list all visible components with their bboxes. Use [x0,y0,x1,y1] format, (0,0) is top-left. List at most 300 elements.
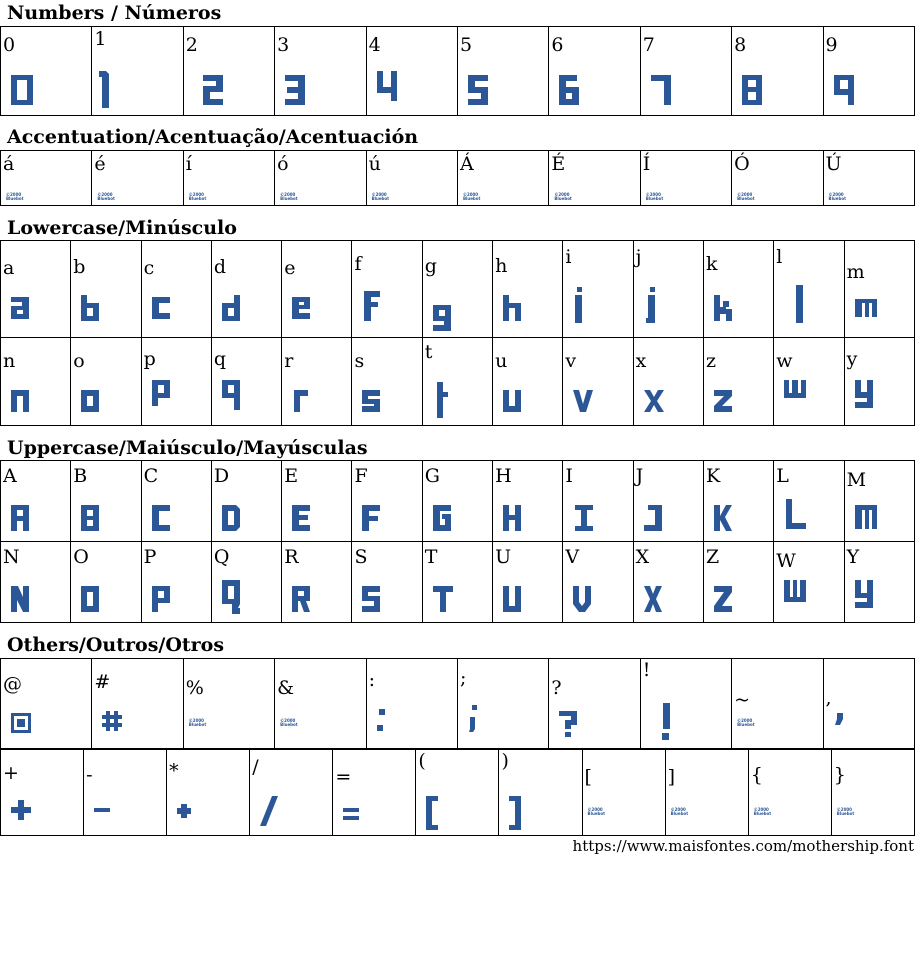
glyph-label: J [635,465,644,487]
glyph-sample-icon [81,501,121,542]
glyph-shape [292,586,310,612]
glyph-cell [1,338,71,426]
glyph-sample-icon [433,301,473,338]
glyph-cell [457,27,548,116]
glyph-label: I [565,465,573,487]
glyph-label: S [354,546,368,568]
glyph-shape [377,709,385,731]
glyph-cell [703,241,773,338]
glyph-cell [352,461,422,542]
glyph-sample-icon [152,501,192,542]
glyph-sample-icon [292,293,332,337]
glyph-shape [644,390,664,412]
glyph-placeholder [189,193,207,201]
glyph-label: G [424,465,440,487]
lowercase-row-2 [1,338,915,426]
glyph-sample-icon [11,75,51,116]
glyph-cell [844,542,914,623]
section-title-numbers: Numbers / Números [7,2,222,24]
glyph-cell [703,461,773,542]
glyph-label: s [354,350,365,372]
glyph-shape [11,390,29,412]
glyph-placeholder [829,193,847,201]
placeholder-top: ©2000 [828,192,844,197]
glyph-shape [784,380,806,398]
glyph-label: X [635,546,650,568]
glyph-sample-icon [784,499,824,542]
glyph-sample-icon [559,75,599,116]
glyph-sample-icon [102,711,142,749]
glyph-label: = [335,766,352,788]
glyph-cell [563,461,633,542]
glyph-sample-icon [81,295,121,338]
glyph-cell [774,461,844,542]
placeholder-top: ©2000 [280,718,296,723]
glyph-cell [549,151,640,206]
glyph-cell [282,542,352,623]
glyph-shape [362,586,380,612]
glyph-cell [633,461,703,542]
glyph-sample-icon [792,285,832,329]
glyph-cell [774,338,844,426]
glyph-cell [1,542,71,623]
glyph-sample-icon [503,295,543,338]
glyph-shape [644,505,662,531]
glyph-shape [222,295,240,321]
glyph-cell [493,461,563,542]
glyph-shape [714,586,732,612]
glyph-shape [426,796,438,830]
glyph-placeholder [837,808,855,816]
glyph-cell [774,542,844,623]
glyph-sample-icon [362,501,402,542]
glyph-shape [377,71,397,101]
glyph-sample-icon [644,287,684,331]
glyph-label: h [495,255,508,277]
glyph-label: É [551,153,566,175]
glyph-label: M [846,469,867,491]
glyph-placeholder [463,193,481,201]
glyph-label: 3 [277,34,290,56]
glyph-cell [422,542,492,623]
glyph-label: P [143,546,157,568]
glyph-label: @ [3,673,22,695]
glyph-placeholder [737,719,755,727]
glyph-label: w [776,350,793,372]
glyph-placeholder [280,719,298,727]
glyph-label: k [705,253,718,275]
glyph-sample-icon [222,501,262,542]
glyph-cell [823,27,914,116]
glyph-placeholder [6,193,24,201]
glyph-label: a [3,257,15,279]
glyph-cell [549,27,640,116]
glyph-sample-icon [714,386,754,426]
glyph-placeholder [646,193,664,201]
glyph-shape [575,505,593,531]
glyph-cell [71,461,141,542]
glyph-cell [640,659,731,749]
glyph-placeholder [280,193,298,201]
glyph-sample-icon [222,380,262,424]
lowercase-row-1 [1,241,915,338]
glyph-shape [468,75,488,105]
glyph-cell [71,338,141,426]
glyph-sample-icon [177,804,217,836]
glyph-shape [11,505,29,531]
placeholder-top: ©2000 [737,192,753,197]
placeholder-top: ©2000 [554,192,570,197]
glyph-shape [433,505,451,531]
glyph-shape [285,75,305,105]
glyph-shape [662,703,670,740]
glyph-cell [250,750,333,836]
glyph-label: ( [418,750,426,772]
glyph-cell [211,241,281,338]
glyph-shape [81,390,99,412]
glyph-sample-icon [644,386,684,426]
glyph-shape [81,505,99,531]
glyph-cell [352,241,422,338]
glyph-shape [222,505,240,531]
glyph-label: B [73,465,88,487]
glyph-label: - [86,764,93,786]
glyph-cell [563,338,633,426]
glyph-sample-icon [377,71,417,115]
glyph-cell [141,338,211,426]
glyph-shape [11,75,33,105]
glyph-label: Y [846,546,860,568]
glyph-shape [559,75,579,105]
glyph-shape [94,808,110,812]
placeholder-bottom: Bluebot [97,196,115,201]
glyph-label: ] [667,766,676,788]
glyph-sample-icon [11,713,51,749]
placeholder-bottom: Bluebot [836,811,855,816]
glyph-shape [11,713,31,733]
glyph-label: á [3,153,15,175]
glyph-shape [152,380,170,406]
glyph-shape [509,796,521,830]
glyph-label: ? [551,677,562,699]
glyph-label: : [368,669,375,691]
glyph-label: Á [459,153,474,175]
glyph-shape [503,390,521,412]
uppercase-row-2 [1,542,915,623]
glyph-cell [703,542,773,623]
glyph-shape [575,287,582,323]
glyph-sample-icon [152,380,192,424]
placeholder-top: ©2000 [371,192,387,197]
glyph-shape [81,586,99,612]
glyph-sample-icon [81,582,121,623]
glyph-label: # [94,671,111,693]
glyph-label: 6 [551,34,564,56]
glyph-sample-icon [94,808,134,836]
glyph-label: 5 [459,34,473,56]
glyph-cell [633,241,703,338]
glyph-placeholder [671,808,689,816]
glyph-label: ! [642,659,651,681]
glyph-shape [343,808,359,820]
glyph-sample-icon [559,711,599,749]
glyph-cell [71,241,141,338]
glyph-label: ; [459,667,467,689]
glyph-cell [1,241,71,338]
glyph-shape [784,580,806,602]
glyph-shape [742,75,762,105]
section-title-accents: Accentuation/Acentuação/Acentuación [7,126,419,148]
placeholder-top: ©2000 [753,807,769,812]
glyph-label: m [846,261,865,283]
glyph-label: Ú [825,153,842,175]
glyph-label: D [213,465,230,487]
glyph-label: n [3,350,16,372]
glyph-cell [183,151,274,206]
placeholder-bottom: Bluebot [280,196,298,201]
glyph-sample-icon [784,380,824,424]
glyph-label: y [846,348,858,370]
glyph-shape [152,505,170,531]
glyph-sample-icon [644,501,684,542]
glyph-shape [11,586,29,612]
glyph-sample-icon [659,703,699,747]
glyph-shape [835,713,843,725]
glyph-shape [834,75,854,105]
glyph-cell [844,338,914,426]
glyph-shape [292,505,310,531]
glyph-label: T [424,546,438,568]
glyph-shape [222,580,240,614]
placeholder-bottom: Bluebot [828,196,847,201]
glyph-sample-icon [644,582,684,623]
glyph-sample-icon [362,386,402,426]
glyph-shape [503,505,521,531]
glyph-shape [559,711,577,737]
glyph-shape [651,75,671,105]
glyph-cell [366,151,457,206]
placeholder-bottom: Bluebot [280,722,298,727]
glyph-shape [714,390,732,412]
glyph-cell [844,461,914,542]
placeholder-top: ©2000 [6,192,22,197]
glyph-shape [855,299,877,317]
glyph-shape [362,390,380,412]
glyph-shape [855,380,873,408]
glyph-cell [633,542,703,623]
glyph-label: 9 [825,34,838,56]
glyph-label: 1 [94,28,107,50]
glyph-shape [644,586,662,612]
others-grid-2 [0,749,915,836]
glyph-sample-icon [426,796,466,836]
glyph-cell [1,151,92,206]
glyph-shape [292,297,310,319]
glyph-cell [275,151,366,206]
placeholder-bottom: Bluebot [753,811,772,816]
glyph-cell [416,750,499,836]
source-url[interactable]: https://www.maisfontes.com/mothership.font [572,837,914,855]
glyph-sample-icon [714,501,754,542]
glyph-shape [11,800,31,820]
glyph-cell [366,659,457,749]
glyph-label: C [143,465,159,487]
glyph-cell [282,241,352,338]
glyph-sample-icon [651,75,691,116]
glyph-shape [11,297,29,319]
glyph-label: & [277,677,295,699]
glyph-sample-icon [343,808,383,836]
glyph-label: 8 [734,34,747,56]
glyph-label: e [284,257,296,279]
glyph-cell [640,151,731,206]
glyph-sample-icon [468,705,508,749]
glyph-label: L [776,465,789,487]
glyph-sample-icon [81,386,121,426]
glyph-label: z [705,350,716,372]
placeholder-bottom: Bluebot [554,196,572,201]
lowercase-grid [0,240,915,426]
glyph-shape [203,75,223,105]
glyph-placeholder [737,193,755,201]
glyph-cell [352,542,422,623]
glyph-sample-icon [260,796,300,836]
glyph-label: R [284,546,299,568]
glyph-label: ) [501,750,509,772]
glyph-label: , [825,687,832,709]
glyph-sample-icon [503,386,543,426]
placeholder-top: ©2000 [97,192,113,197]
glyph-cell [1,659,92,749]
glyph-sample-icon [503,501,543,542]
glyph-shape [573,586,591,612]
glyph-sample-icon [11,293,51,337]
glyph-placeholder [189,719,207,727]
numbers-row [1,27,915,116]
glyph-cell [774,241,844,338]
glyph-label: [ [584,766,592,788]
glyph-label: ~ [734,689,751,711]
section-title-lowercase: Lowercase/Minúsculo [7,217,237,239]
glyph-cell [211,461,281,542]
placeholder-bottom: Bluebot [645,196,664,201]
glyph-sample-icon [855,380,895,424]
glyph-cell [275,659,366,749]
glyph-shape [796,285,803,323]
glyph-label: K [705,465,721,487]
glyph-cell [582,750,665,836]
glyph-label: i [565,246,572,268]
glyph-sample-icon [509,796,549,836]
glyph-cell [493,241,563,338]
glyph-sample-icon [834,713,874,749]
placeholder-top: ©2000 [188,192,204,197]
glyph-label: % [185,677,204,699]
glyph-label: Í [642,153,651,175]
glyph-shape [646,287,655,323]
glyph-cell [499,750,582,836]
glyph-shape [294,390,308,412]
glyph-cell [84,750,167,836]
glyph-label: A [3,465,17,487]
glyph-cell [333,750,416,836]
glyph-sample-icon [152,582,192,623]
glyph-sample-icon [575,501,615,542]
accents-row [1,151,915,206]
glyph-cell [823,151,914,206]
glyph-cell [732,27,823,116]
glyph-shape [437,382,448,418]
glyph-cell [1,461,71,542]
placeholder-bottom: Bluebot [6,196,24,201]
glyph-cell [457,659,548,749]
placeholder-top: ©2000 [836,807,852,812]
glyph-sample-icon [11,582,51,623]
placeholder-bottom: Bluebot [188,196,207,201]
glyph-shape [503,586,521,612]
placeholder-bottom: Bluebot [462,196,481,201]
glyph-label: Ó [734,153,750,175]
glyph-cell [563,542,633,623]
glyph-label: W [776,550,796,572]
placeholder-bottom: Bluebot [188,722,207,727]
glyph-cell [549,659,640,749]
glyph-sample-icon [377,709,417,749]
glyph-label: H [495,465,512,487]
glyph-sample-icon [503,582,543,623]
glyph-shape [714,505,732,531]
placeholder-bottom: Bluebot [737,196,755,201]
glyph-shape [177,804,191,818]
glyph-label: d [213,256,227,278]
glyph-sample-icon [855,580,895,623]
glyph-cell [282,338,352,426]
glyph-sample-icon [573,287,613,331]
glyph-label: 0 [3,34,16,56]
glyph-sample-icon [433,582,473,623]
glyph-shape [222,380,240,410]
glyph-placeholder [554,193,572,201]
glyph-label: ó [277,153,289,175]
glyph-cell [422,461,492,542]
glyph-placeholder [372,193,390,201]
glyph-sample-icon [784,580,824,623]
glyph-label: Z [705,546,720,568]
section-title-others: Others/Outros/Otros [7,634,225,656]
glyph-cell [71,542,141,623]
glyph-cell [366,27,457,116]
glyph-label: V [565,546,580,568]
glyph-cell [211,338,281,426]
glyph-cell [493,338,563,426]
numbers-grid [0,26,915,116]
glyph-shape [855,505,877,529]
glyph-label: q [213,348,227,370]
glyph-shape [714,295,732,321]
glyph-sample-icon [222,580,262,623]
placeholder-bottom: Bluebot [670,811,689,816]
glyph-shape [260,796,278,826]
glyph-cell [1,27,92,116]
glyph-label: N [3,546,20,568]
glyph-label: ú [368,153,381,175]
glyph-label: / [252,756,259,778]
glyph-label: u [495,350,508,372]
glyph-sample-icon [573,386,613,426]
placeholder-top: ©2000 [462,192,479,197]
glyph-cell [563,241,633,338]
glyph-cell [823,659,914,749]
